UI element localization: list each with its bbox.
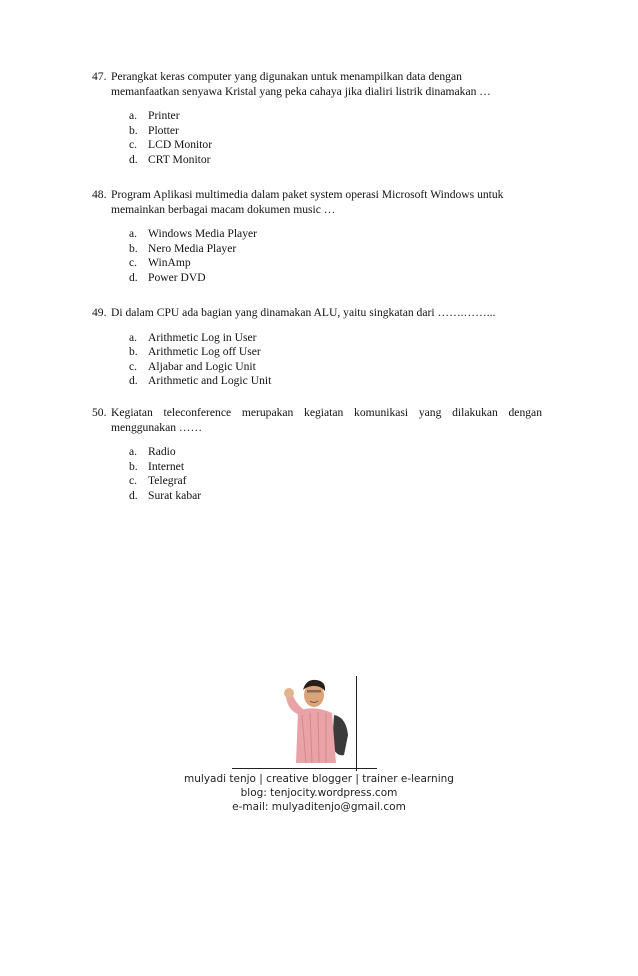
option-c: c. Telegraf <box>129 474 187 487</box>
answer-options <box>92 227 542 285</box>
question-text-line: Program Aplikasi multimedia dalam paket system operasi Microsoft Windows untuk <box>111 188 504 201</box>
option-c: c. WinAmp <box>129 256 191 269</box>
question-49 <box>92 306 542 389</box>
option-d: d. Arithmetic and Logic Unit <box>129 374 272 387</box>
answer-options <box>92 109 542 167</box>
question-50 <box>92 406 542 503</box>
question-text-line: Perangkat keras computer yang digunakan untuk menampilkan data dengan <box>111 70 462 83</box>
author-photo <box>276 675 356 765</box>
question-number: 47. <box>92 70 107 83</box>
question-48 <box>92 188 542 285</box>
answer-options <box>92 445 542 503</box>
answer-options <box>92 331 542 389</box>
option-a: a. Radio <box>129 445 176 458</box>
author-footer <box>0 772 638 814</box>
footer-blog-line: blog: tenjocity.wordpress.com <box>240 787 398 799</box>
question-text-line: menggunakan …… <box>111 420 203 434</box>
question-text-line: Kegiatan teleconference merupakan kegiatan komunikasi yang dilakukan dengan <box>111 406 542 419</box>
question-text-line: memainkan berbagai macam dokumen music … <box>111 202 336 216</box>
footer-email-line: e-mail: mulyaditenjo@gmail.com <box>232 801 406 813</box>
option-c: c. LCD Monitor <box>129 138 213 151</box>
divider-horizontal <box>232 768 377 769</box>
footer-author-line: mulyadi tenjo | creative blogger | trainer e-learning <box>184 773 454 785</box>
option-b: b. Nero Media Player <box>129 241 237 255</box>
question-number: 49. <box>92 306 107 319</box>
question-47 <box>92 70 542 167</box>
question-number: 50. <box>92 406 107 419</box>
option-a: a. Windows Media Player <box>129 227 258 240</box>
option-d: d. Surat kabar <box>129 488 202 502</box>
option-b: b. Arithmetic Log off User <box>129 345 261 358</box>
option-c: c. Aljabar and Logic Unit <box>129 359 256 373</box>
option-a: a. Arithmetic Log in User <box>129 330 257 344</box>
divider-vertical <box>356 676 357 771</box>
question-text-line: memanfaatkan senyawa Kristal yang peka cahaya jika dialiri listrik dinamakan … <box>111 84 491 98</box>
question-number: 48. <box>92 188 107 201</box>
option-d: d. Power DVD <box>129 270 206 284</box>
option-d: d. CRT Monitor <box>129 152 211 166</box>
option-a: a. Printer <box>129 109 180 122</box>
option-b: b. Plotter <box>129 123 179 137</box>
option-b: b. Internet <box>129 459 185 473</box>
question-text-line: Di dalam CPU ada bagian yang dinamakan ALU, yaitu singkatan dari …….……... <box>111 306 496 319</box>
